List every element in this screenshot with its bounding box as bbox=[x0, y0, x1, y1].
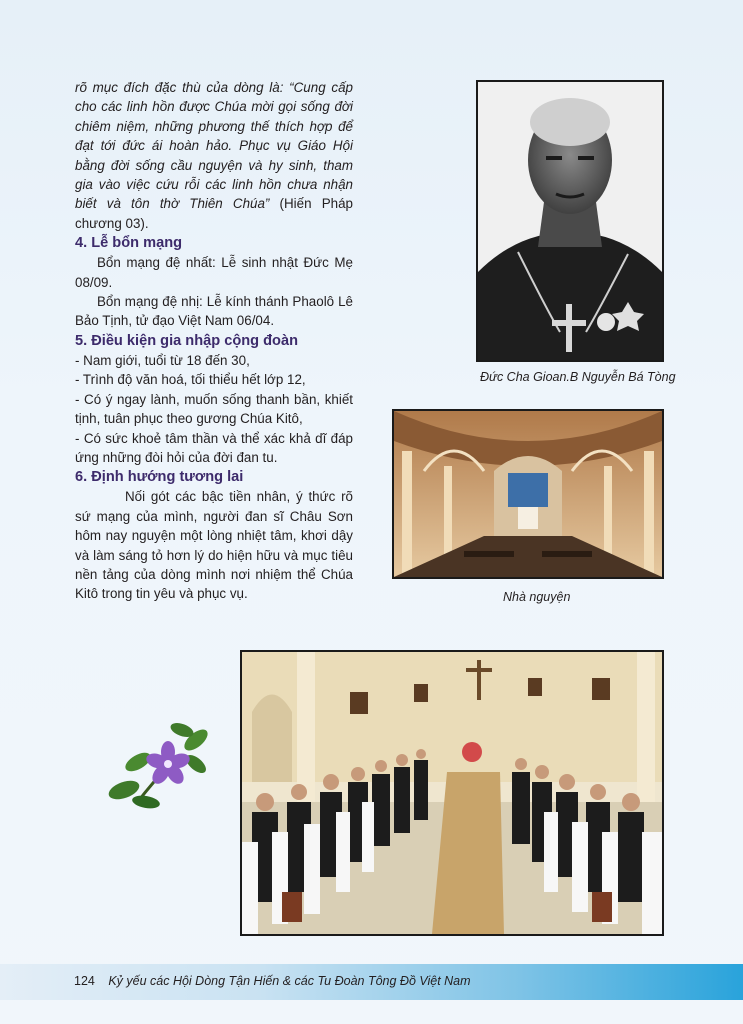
intro-source: (Hiến Pháp chương 03). bbox=[75, 196, 353, 231]
section-heading-patron: 4. Lễ bổn mạng bbox=[75, 235, 183, 252]
portrait-photo bbox=[476, 80, 664, 362]
page-number: 124 bbox=[74, 974, 95, 988]
intro-quote: “Cung cấp cho các linh hồn được Chúa mời gọi sống đời chiêm niệm, những phương thế thích hợp để đạt tới đức ái hoàn hảo. Phục vụ Giáo Hội bằng đời sống cầu nguyện và hy sinh, tham gia vào việc cứu rỗi các linh hồn chưa nhận biết và tôn thờ Thiên Chúa” bbox=[75, 80, 353, 212]
section-heading-future: 6. Định hướng tương lai bbox=[75, 469, 244, 486]
footer bbox=[74, 974, 471, 988]
intro-prefix: rõ mục đích đặc thù của dòng là: bbox=[75, 80, 290, 95]
condition-item: - Có ý ngay lành, muốn sống thanh bần, khiết tịnh, tuân phục theo gương Chúa Kitô, bbox=[75, 391, 353, 427]
portrait-caption: Đức Cha Gioan.B Nguyễn Bá Tòng bbox=[480, 370, 676, 384]
intro-paragraph bbox=[75, 78, 353, 233]
bishop-portrait-image bbox=[478, 82, 662, 360]
monks-gathering-image bbox=[242, 652, 662, 934]
section-heading-conditions: 5. Điều kiện gia nhập cộng đoàn bbox=[75, 332, 298, 349]
condition-item: - Trình độ văn hoá, tối thiểu hết lớp 12, bbox=[75, 372, 306, 388]
patron-line-1: Bổn mạng đệ nhất: Lễ sinh nhật Đức Mẹ 08/09. bbox=[75, 255, 353, 290]
condition-item: - Có sức khoẻ tâm thần và thể xác khả dĩ đáp ứng những đòi hỏi của đời đan tu. bbox=[75, 430, 353, 465]
future-paragraph: Nối gót các bậc tiền nhân, ý thức rõ sứ mạng của mình, người đan sĩ Châu Sơn hôm nay nguyện một lòng nhiệt tâm, khơi dậy và làm sáng tỏ hơn lý do hiện hữu và mục tiêu nền tảng của dòng mình nơi nhiệm thể Chúa Kitô trong tin yêu và phục vụ. bbox=[75, 489, 353, 602]
footer-title: Kỷ yếu các Hội Dòng Tận Hiến & các Tu Đoàn Tông Đồ Việt Nam bbox=[108, 974, 471, 988]
condition-item: - Nam giới, tuổi từ 18 đến 30, bbox=[75, 352, 250, 368]
chapel-photo bbox=[392, 409, 664, 579]
patron-line-2: Bổn mạng đệ nhị: Lễ kính thánh Phaolô Lê Bảo Tịnh, tử đạo Việt Nam 06/04. bbox=[75, 294, 353, 329]
flower-icon bbox=[106, 718, 210, 810]
chapel-interior-image bbox=[394, 411, 662, 577]
chapel-caption: Nhà nguyện bbox=[503, 590, 571, 604]
monks-gathering-photo bbox=[240, 650, 664, 936]
flower-decoration bbox=[106, 718, 210, 810]
article-text bbox=[75, 78, 353, 604]
